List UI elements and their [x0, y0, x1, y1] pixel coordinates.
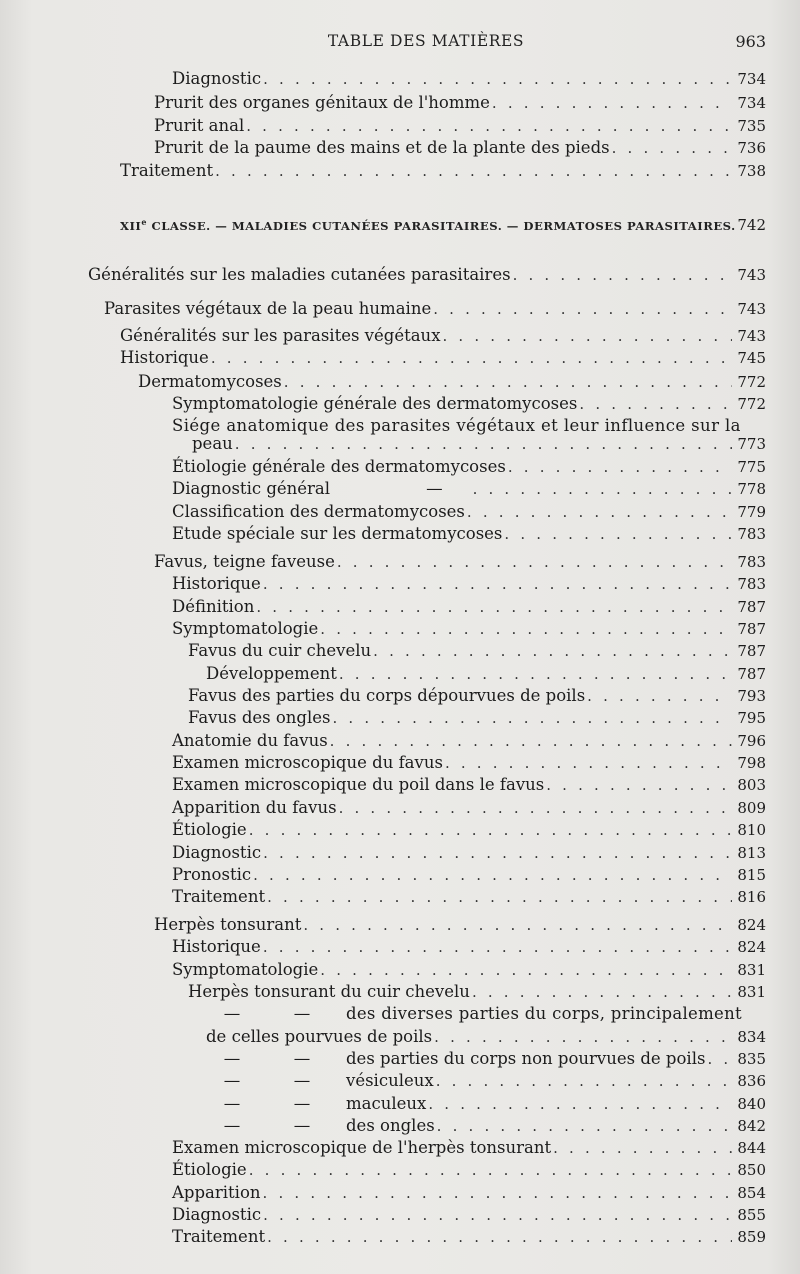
- leader-dots: [333, 707, 733, 729]
- leader-dots: [513, 264, 732, 286]
- leader-dots: [284, 371, 732, 393]
- toc-entry: Historique . . . 824: [172, 936, 766, 958]
- toc-entry: Prurit de la paume des mains et de la plante des pieds . . . 736: [154, 137, 766, 159]
- leader-dots: [436, 1070, 732, 1092]
- leader-dots: [267, 886, 732, 908]
- leader-dots: [433, 298, 732, 320]
- toc-entry: Diagnostic . . . 813: [172, 842, 766, 864]
- toc-entry: Traitement . . . 816: [172, 886, 766, 908]
- toc-entry: Symptomatologie . . . 787: [172, 618, 766, 640]
- toc-entry: Pronostic . . . 815: [172, 864, 766, 886]
- leader-dots: [320, 618, 732, 640]
- toc-entry: — — des ongles . . . 842: [206, 1115, 766, 1137]
- leader-dots: [492, 92, 732, 114]
- toc-entry: Classification des dermatomycoses . . . 779: [172, 501, 766, 523]
- leader-dots: [473, 478, 732, 500]
- toc-entry: Parasites végétaux de la peau humaine . . . 743: [104, 298, 766, 320]
- toc-entry: Diagnostic . . . 855: [172, 1204, 766, 1226]
- leader-dots: [253, 864, 732, 886]
- leader-dots: [303, 914, 732, 936]
- toc-entry: Anatomie du favus . . . 796: [172, 730, 766, 752]
- leader-dots: [263, 1204, 732, 1226]
- toc-entry: Examen microscopique du favus . . . 798: [172, 752, 766, 774]
- leader-dots: [267, 1226, 732, 1248]
- toc-entry: Favus du cuir chevelu . . . 787: [188, 640, 766, 662]
- toc-entry: — — maculeux . . . 840: [206, 1093, 766, 1115]
- toc-entry-wrapped: Siége anatomique des parasites végétaux et leur influence sur la: [172, 416, 741, 435]
- toc-entry: Définition . . . 787: [172, 596, 766, 618]
- leader-dots: [467, 501, 732, 523]
- toc-entry: Étiologie . . . 850: [172, 1159, 766, 1181]
- leader-dots: [443, 325, 733, 347]
- leader-dots: [215, 160, 732, 182]
- leader-dots: [330, 730, 732, 752]
- leader-dots: [235, 433, 732, 455]
- toc-entry: Herpès tonsurant du cuir chevelu . . . 831: [188, 981, 766, 1003]
- toc-entry: Étiologie . . . 810: [172, 819, 766, 841]
- leader-dots: [587, 685, 732, 707]
- toc-entry: Examen microscopique du poil dans le favus . . . 803: [172, 774, 766, 796]
- toc-entry: Favus des parties du corps dépourvues de poils . . . 793: [188, 685, 766, 707]
- leader-dots: [320, 959, 732, 981]
- toc-entry: Historique . . . 783: [172, 573, 766, 595]
- leader-dots: [211, 347, 732, 369]
- leader-dots: [339, 663, 732, 685]
- toc-entry: Symptomatologie . . . 831: [172, 959, 766, 981]
- toc-entry: Herpès tonsurant . . . 824: [154, 914, 766, 936]
- running-header-title: TABLE DES MATIÈRES: [327, 32, 525, 50]
- class-heading: XIIe CLASSE. — MALADIES CUTANÉES PARASITAIRES. — DERMATOSES PARASITAIRES. 742: [120, 216, 766, 234]
- toc-entry: — — des parties du corps non pourvues de poils . . . 835: [206, 1048, 766, 1070]
- toc-entry: Favus, teigne faveuse . . . 783: [154, 551, 766, 573]
- leader-dots: [249, 819, 732, 841]
- leader-dots: [256, 596, 732, 618]
- toc-entry: Diagnostic général — . . . 778: [172, 478, 766, 500]
- toc-entry: Apparition . . . 854: [172, 1182, 766, 1204]
- leader-dots: [579, 393, 732, 415]
- toc-entry: Développement . . . 787: [206, 663, 766, 685]
- leader-dots: [437, 1115, 732, 1137]
- leader-dots: [445, 752, 732, 774]
- toc-entry: Prurit anal . . . 735: [154, 115, 766, 137]
- toc-entry: Diagnostic . . . 734: [172, 68, 766, 90]
- toc-entry: Étiologie générale des dermatomycoses . . . 775: [172, 456, 766, 478]
- leader-dots: [249, 1159, 732, 1181]
- toc-entry: Généralités sur les parasites végétaux . . . 743: [120, 325, 766, 347]
- toc-entry: Prurit des organes génitaux de l'homme . . . 734: [154, 92, 766, 114]
- toc-entry: Favus des ongles . . . 795: [188, 707, 766, 729]
- leader-dots: [472, 981, 732, 1003]
- toc-entry: Traitement . . . 738: [120, 160, 766, 182]
- leader-dots: [546, 774, 732, 796]
- toc-entry: Symptomatologie générale des dermatomycoses . . . 772: [172, 393, 766, 415]
- leader-dots: [434, 1026, 732, 1048]
- leader-dots: [263, 1182, 732, 1204]
- leader-dots: [504, 523, 732, 545]
- toc-entry: Apparition du favus . . . 809: [172, 797, 766, 819]
- toc-entry: Examen microscopique de l'herpès tonsurant . . . 844: [172, 1137, 766, 1159]
- toc-entry: Etude spéciale sur les dermatomycoses . . . 783: [172, 523, 766, 545]
- toc-entry: Dermatomycoses . . . 772: [138, 371, 766, 393]
- toc-entry-wrapped: — — des diverses parties du corps, principalement: [223, 1004, 742, 1023]
- leader-dots: [428, 1093, 732, 1115]
- toc-entry: peau . . . 773: [192, 433, 766, 455]
- leader-dots: [263, 573, 732, 595]
- toc-entry: de celles pourvues de poils . . . 834: [206, 1026, 766, 1048]
- toc-entry: — — vésiculeux . . . 836: [206, 1070, 766, 1092]
- leader-dots: [707, 1048, 732, 1070]
- leader-dots: [246, 115, 732, 137]
- leader-dots: [339, 797, 732, 819]
- leader-dots: [263, 936, 732, 958]
- leader-dots: [612, 137, 732, 159]
- running-header-page-number: 963: [735, 32, 766, 51]
- toc-entry: Généralités sur les maladies cutanées parasitaires . . . 743: [88, 264, 766, 286]
- leader-dots: [508, 456, 732, 478]
- toc-entry: Historique . . . 745: [120, 347, 766, 369]
- toc-entry: Traitement . . . 859: [172, 1226, 766, 1248]
- leader-dots: [337, 551, 732, 573]
- leader-dots: [553, 1137, 732, 1159]
- leader-dots: [263, 68, 732, 90]
- leader-dots: [263, 842, 732, 864]
- leader-dots: [373, 640, 732, 662]
